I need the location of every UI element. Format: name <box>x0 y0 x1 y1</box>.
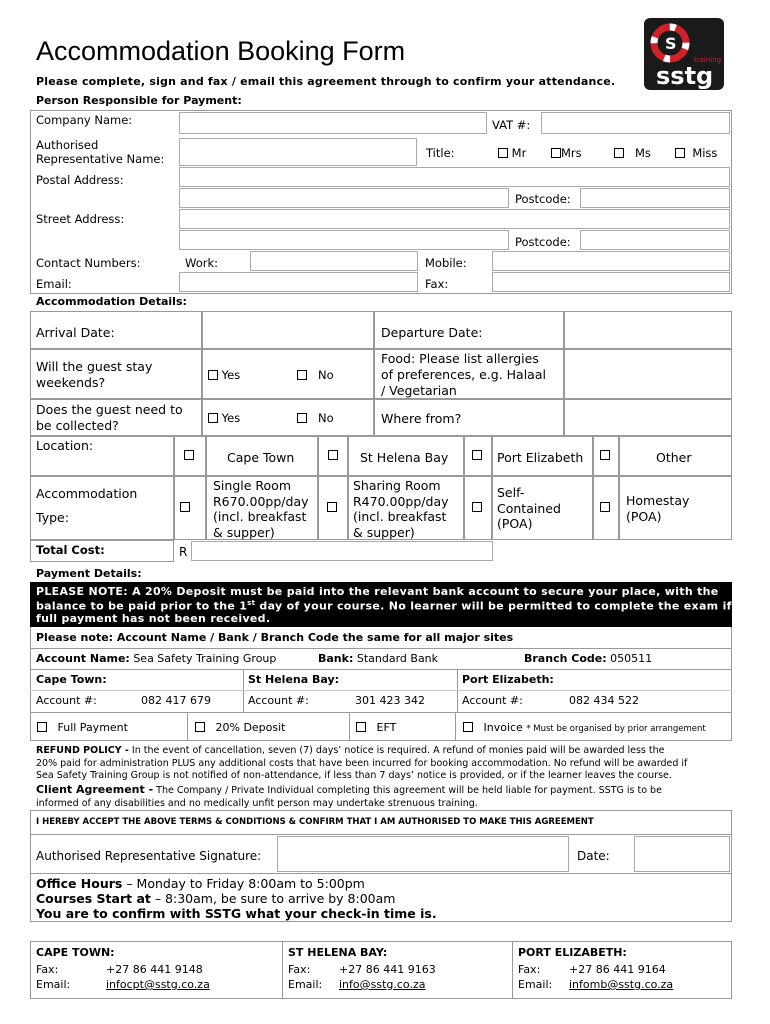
arrival-input[interactable] <box>202 311 374 349</box>
single-room-label: Single Room R670.00pp/day (incl. breakfast & supper) <box>213 478 309 540</box>
total-cost-input[interactable] <box>191 541 493 561</box>
accom-heading: Accommodation Details: <box>36 295 187 308</box>
logo-small-text: training <box>694 56 722 64</box>
where-from-input[interactable] <box>564 399 732 436</box>
company-input[interactable] <box>179 112 487 134</box>
same-details-note: Please note: Account Name / Bank / Branch Code the same for all major sites <box>36 631 514 644</box>
food-input[interactable] <box>564 349 732 399</box>
loc-other-label: Other <box>656 450 692 465</box>
invoice-option[interactable]: Invoice * Must be organised by prior arrangement <box>463 721 706 734</box>
weekends-label-2: weekends? <box>36 375 106 390</box>
auth-rep-label-2: Representative Name: <box>36 152 165 166</box>
title-mr[interactable]: Mr <box>498 146 526 160</box>
postal-postcode-input[interactable] <box>580 188 730 208</box>
eft-checkbox[interactable] <box>356 722 366 732</box>
title-label: Title: <box>426 146 455 160</box>
street-input-1[interactable] <box>179 209 730 229</box>
mobile-input[interactable] <box>492 251 730 271</box>
contact-pe-name: PORT ELIZABETH: <box>518 946 627 959</box>
loc-cape-label: Cape Town <box>227 450 295 465</box>
postal-input-1[interactable] <box>179 167 730 187</box>
email-label: Email: <box>36 277 72 291</box>
site-pe-name: Port Elizabeth: <box>462 673 554 686</box>
contact-pe-email-link[interactable]: infomb@sstg.co.za <box>569 978 674 991</box>
full-payment-option[interactable]: Full Payment <box>37 721 128 734</box>
food-label: Food: Please list allergies <box>381 351 539 366</box>
loc-other-checkbox[interactable] <box>600 450 610 460</box>
contact-pe-fax: +27 86 441 9164 <box>569 963 666 976</box>
date-label: Date: <box>577 849 610 863</box>
invoice-checkbox[interactable] <box>463 722 473 732</box>
street-label: Street Address: <box>36 212 125 226</box>
site-cape-acc: 082 417 679 <box>141 694 211 707</box>
date-input[interactable] <box>634 836 730 872</box>
food-label-2: of preferences, e.g. Halaal <box>381 367 546 382</box>
vat-label: VAT #: <box>492 118 531 132</box>
deposit-option[interactable]: 20% Deposit <box>195 721 286 734</box>
weekends-no-checkbox[interactable] <box>297 370 307 380</box>
payer-heading: Person Responsible for Payment: <box>36 94 242 107</box>
site-sthelena-acc: 301 423 342 <box>355 694 425 707</box>
type-label: Accommodation <box>36 486 138 501</box>
account-name: Account Name: Sea Safety Training Group <box>36 652 277 665</box>
title-mrs[interactable]: Mrs <box>551 146 582 160</box>
deposit-checkbox[interactable] <box>195 722 205 732</box>
work-label: Work: <box>185 256 218 270</box>
departure-label: Departure Date: <box>381 325 483 340</box>
street-input-2[interactable] <box>179 230 509 250</box>
miss-checkbox[interactable] <box>675 148 685 158</box>
contact-sthelena-fax-label: Fax: <box>288 963 311 976</box>
vat-input[interactable] <box>541 112 730 134</box>
site-sthelena-name: St Helena Bay: <box>248 673 340 686</box>
loc-pe-checkbox[interactable] <box>472 450 482 460</box>
contact-sthelena-email-label: Email: <box>288 978 323 991</box>
location-label: Location: <box>36 438 94 453</box>
notice-line-1: PLEASE NOTE: A 20% Deposit must be paid into the relevant bank account to secure your place, with the <box>36 585 719 598</box>
auth-rep-label: Authorised <box>36 138 99 152</box>
sharing-room-label: Sharing Room R470.00pp/day (incl. breakfast & supper) <box>353 478 449 540</box>
title-miss[interactable]: Miss <box>675 146 717 160</box>
collect-label-2: be collected? <box>36 418 119 433</box>
weekends-yes-checkbox[interactable] <box>208 370 218 380</box>
postal-input-2[interactable] <box>179 188 509 208</box>
signature-input[interactable] <box>277 836 569 872</box>
single-room-checkbox[interactable] <box>180 502 190 512</box>
contact-cape-fax-label: Fax: <box>36 963 59 976</box>
collect-no[interactable]: No <box>297 411 334 425</box>
mrs-checkbox[interactable] <box>551 148 561 158</box>
street-postcode-label: Postcode: <box>515 235 571 249</box>
contact-sthelena-name: ST HELENA BAY: <box>288 946 388 959</box>
contact-sthelena-email-link[interactable]: info@sstg.co.za <box>339 978 426 991</box>
food-label-3: / Vegetarian <box>381 383 457 398</box>
title-ms[interactable]: Ms <box>614 146 651 160</box>
auth-rep-input[interactable] <box>179 138 417 166</box>
sharing-room-checkbox[interactable] <box>327 502 337 512</box>
arrival-label: Arrival Date: <box>36 325 115 340</box>
notice-line-3: full payment has not been received. <box>36 612 271 625</box>
postal-postcode-label: Postcode: <box>515 192 571 206</box>
loc-pe-label: Port Elizabeth <box>497 450 584 465</box>
homestay-label: Homestay (POA) <box>626 493 690 524</box>
work-input[interactable] <box>250 251 418 271</box>
payment-heading: Payment Details: <box>36 567 142 580</box>
loc-cape-checkbox[interactable] <box>184 450 194 460</box>
mr-checkbox[interactable] <box>498 148 508 158</box>
client-agreement: Client Agreement - The Company / Private Individual completing this agreement will be held liable for payment. SSTG is to be informed of any disabilities and no medically unfit person may undertake strenuous training. <box>36 783 662 809</box>
currency-symbol: R <box>179 545 188 559</box>
collect-yes[interactable]: Yes <box>208 411 240 425</box>
logo-text: sstg <box>656 62 714 90</box>
bank-name: Bank: Standard Bank <box>318 652 439 665</box>
collect-no-checkbox[interactable] <box>297 413 307 423</box>
weekends-label: Will the guest stay <box>36 359 153 374</box>
weekends-no[interactable]: No <box>297 368 334 382</box>
postal-label: Postal Address: <box>36 173 124 187</box>
site-pe-acc: 082 434 522 <box>569 694 639 707</box>
branch-code: Branch Code: 050511 <box>524 652 653 665</box>
office-info: Office Hours – Monday to Friday 8:00am to 5:00pm Courses Start at – 8:30am, be sure to arrive by 8:00am You are to confirm with SSTG what your check-in time is. <box>36 876 437 921</box>
site-cape-acc-label: Account #: <box>36 694 97 707</box>
contact-cape-fax: +27 86 441 9148 <box>106 963 203 976</box>
loc-sthelena-label: St Helena Bay <box>360 450 449 465</box>
homestay-checkbox[interactable] <box>600 502 610 512</box>
svg-text:S: S <box>665 34 677 53</box>
full-payment-checkbox[interactable] <box>37 722 47 732</box>
type-label-2: Type: <box>36 510 69 525</box>
weekends-yes[interactable]: Yes <box>208 368 240 382</box>
email-input[interactable] <box>179 272 418 292</box>
collect-label: Does the guest need to <box>36 402 183 417</box>
street-postcode-input[interactable] <box>580 230 730 250</box>
loc-sthelena-checkbox[interactable] <box>328 450 338 460</box>
company-label: Company Name: <box>36 113 133 127</box>
contact-cape-name: CAPE TOWN: <box>36 946 115 959</box>
mobile-label: Mobile: <box>425 256 467 270</box>
page-title: Accommodation Booking Form <box>36 36 406 66</box>
accept-statement: I HEREBY ACCEPT THE ABOVE TERMS & CONDITIONS & CONFIRM THAT I AM AUTHORISED TO MAKE THIS AGREEMENT <box>36 817 594 827</box>
contact-cape-email-label: Email: <box>36 978 71 991</box>
site-pe-acc-label: Account #: <box>462 694 523 707</box>
site-cape-name: Cape Town: <box>36 673 107 686</box>
contact-pe-email-label: Email: <box>518 978 553 991</box>
self-contained-checkbox[interactable] <box>472 502 482 512</box>
contact-label: Contact Numbers: <box>36 256 141 270</box>
contact-pe-fax-label: Fax: <box>518 963 541 976</box>
notice-line-2: balance to be paid prior to the 1st day of your course. No learner will be permitted to complete the exam if <box>36 599 732 613</box>
departure-input[interactable] <box>564 311 732 349</box>
fax-label: Fax: <box>425 277 449 291</box>
signature-label: Authorised Representative Signature: <box>36 849 262 863</box>
ms-checkbox[interactable] <box>614 148 624 158</box>
where-from-label: Where from? <box>381 411 462 426</box>
contact-cape-email-link[interactable]: infocpt@sstg.co.za <box>106 978 210 991</box>
collect-yes-checkbox[interactable] <box>208 413 218 423</box>
sstg-logo <box>644 18 724 90</box>
total-cost-label: Total Cost: <box>36 543 105 557</box>
refund-policy: REFUND POLICY - In the event of cancellation, seven (7) days’ notice is required. A refund of monies paid will be awarded less the 20% paid for administration PLUS any additional costs that have been incurred for booking accommodation. No refund will be awarded if Sea Safety Training Group is not notified of non-attendance, if less than 7 days’ notice is provided, or if the learner leaves the course. <box>36 745 688 781</box>
eft-option[interactable]: EFT <box>356 721 396 734</box>
site-sthelena-acc-label: Account #: <box>248 694 309 707</box>
form-instructions: Please complete, sign and fax / email this agreement through to confirm your attendance. <box>36 75 616 88</box>
self-contained-label: Self- Contained (POA) <box>497 485 561 531</box>
fax-input[interactable] <box>492 272 730 292</box>
payment-notice <box>30 582 732 627</box>
contact-sthelena-fax: +27 86 441 9163 <box>339 963 436 976</box>
